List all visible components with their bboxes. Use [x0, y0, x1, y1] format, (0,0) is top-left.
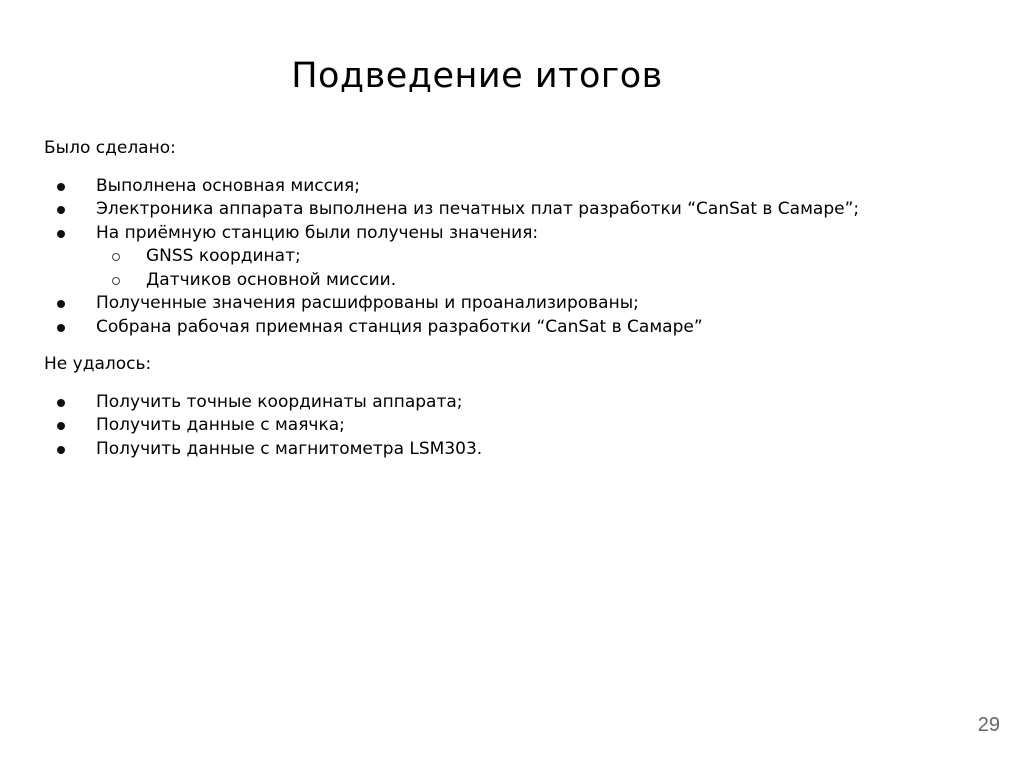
sub-list-item [44, 269, 994, 293]
bullet-icon [57, 206, 65, 214]
list-item-text: На приёмную станцию были получены значения: [96, 222, 539, 243]
failed-list [44, 391, 994, 462]
list-item [44, 175, 994, 199]
slide-title [0, 56, 1024, 96]
list-item-text: Полученные значения расшифрованы и проанализированы; [96, 293, 639, 313]
list-item-text: Электроника аппарата выполнена из печатных плат разработки “CanSat в Самаре”; [96, 199, 860, 219]
slide-title-text: Подведение итогов [291, 56, 663, 96]
bullet-icon [57, 230, 65, 238]
bullet-icon [57, 422, 65, 430]
list-item [44, 292, 994, 316]
list-item-text: Получить данные с магнитометра LSM303. [96, 438, 483, 459]
bullet-icon [57, 446, 65, 454]
list-item [44, 316, 994, 340]
slide-content [44, 137, 994, 475]
failed-section-label: Не удалось: [44, 354, 152, 374]
list-item [44, 391, 994, 415]
list-item [44, 222, 994, 246]
list-item [44, 414, 994, 438]
bullet-icon [57, 183, 65, 191]
hollow-bullet-icon [112, 253, 120, 261]
bullet-icon [57, 399, 65, 407]
sub-list-item-text: Датчиков основной миссии. [146, 269, 397, 290]
done-section-label: Было сделано: [44, 138, 176, 158]
sub-list-item [44, 245, 994, 269]
bullet-icon [57, 324, 65, 332]
bullet-icon [57, 300, 65, 308]
list-item-text: Получить точные координаты аппарата; [96, 391, 463, 412]
list-item-text: Получить данные с маячка; [96, 415, 345, 435]
sub-list-item-text: GNSS координат; [146, 246, 301, 266]
list-item-text: Собрана рабочая приемная станция разработки “CanSat в Самаре” [96, 316, 703, 337]
list-item [44, 198, 994, 222]
list-item-text: Выполнена основная миссия; [96, 175, 360, 196]
page-number: 29 [977, 714, 1000, 736]
list-item [44, 438, 994, 462]
hollow-bullet-icon [112, 277, 120, 285]
done-list [44, 175, 994, 340]
